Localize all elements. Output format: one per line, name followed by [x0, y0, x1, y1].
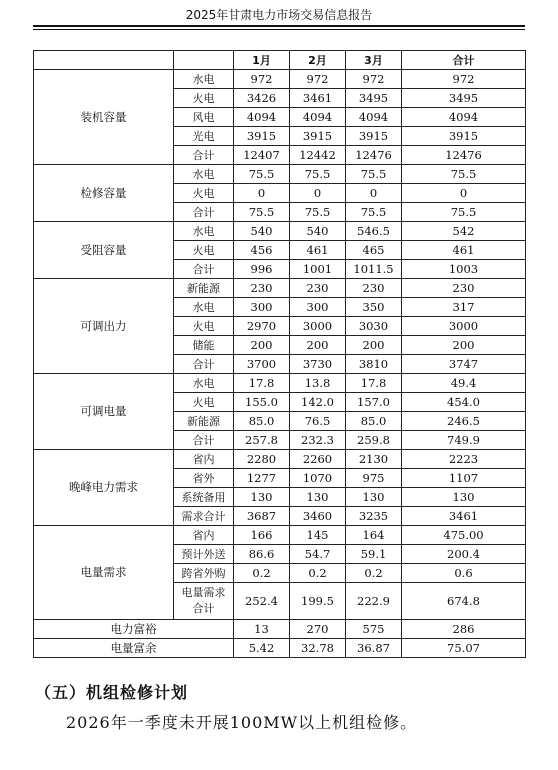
table-row — [34, 222, 526, 241]
table-cell-value: 75.5 — [290, 203, 346, 222]
row-sub-label: 水电 — [174, 374, 234, 393]
table-cell-value: 200 — [346, 336, 402, 355]
row-sub-label: 火电 — [174, 184, 234, 203]
table-cell-value: 5.42 — [234, 639, 290, 658]
table-cell-value: 454.0 — [402, 393, 526, 412]
table-cell-value: 2970 — [234, 317, 290, 336]
row-sub-label — [174, 583, 234, 620]
section-heading: （五）机组检修计划 — [35, 683, 189, 702]
table-cell-value: 475.00 — [402, 526, 526, 545]
table-cell-value: 1070 — [290, 469, 346, 488]
table-cell-value: 246.5 — [402, 412, 526, 431]
table-cell-value: 75.5 — [346, 203, 402, 222]
table-cell-value: 465 — [346, 241, 402, 260]
table-cell-value: 230 — [234, 279, 290, 298]
table-cell-value: 542 — [402, 222, 526, 241]
row-sub-label: 火电 — [174, 89, 234, 108]
table-cell-value: 75.5 — [234, 203, 290, 222]
table-cell-value: 164 — [346, 526, 402, 545]
table-cell-value: 972 — [290, 70, 346, 89]
table-cell-value: 1001 — [290, 260, 346, 279]
table-cell-value: 130 — [402, 488, 526, 507]
row-sub-label: 合计 — [174, 260, 234, 279]
table-row — [34, 526, 526, 545]
table-cell-value: 0 — [402, 184, 526, 203]
table-cell-value: 972 — [346, 70, 402, 89]
table-cell-value: 3747 — [402, 355, 526, 374]
table-cell-value: 222.9 — [346, 583, 402, 620]
table-cell-value: 1107 — [402, 469, 526, 488]
table-cell-value: 972 — [402, 70, 526, 89]
table-cell-value: 3000 — [402, 317, 526, 336]
row-sub-label: 合计 — [174, 431, 234, 450]
table-cell-value: 1277 — [234, 469, 290, 488]
table-cell-value: 461 — [290, 241, 346, 260]
table-cell-value: 85.0 — [234, 412, 290, 431]
table-cell-value: 300 — [234, 298, 290, 317]
table-cell-value: 0.2 — [346, 564, 402, 583]
row-category-label: 电量需求 — [34, 526, 174, 620]
table-header-row — [34, 51, 526, 70]
table-row — [34, 165, 526, 184]
row-sub-label: 合计 — [174, 146, 234, 165]
row-category-label: 可调电量 — [34, 374, 174, 450]
table-cell-value: 540 — [234, 222, 290, 241]
page-header — [0, 0, 558, 34]
table-cell-value: 975 — [346, 469, 402, 488]
table-cell-value: 3915 — [346, 127, 402, 146]
row-sub-label: 水电 — [174, 165, 234, 184]
table-cell-value: 3000 — [290, 317, 346, 336]
table-cell-value: 17.8 — [234, 374, 290, 393]
table-cell-value: 142.0 — [290, 393, 346, 412]
table-cell-value: 2280 — [234, 450, 290, 469]
table-cell-value: 75.5 — [234, 165, 290, 184]
table-cell-value: 4094 — [234, 108, 290, 127]
row-sub-label: 风电 — [174, 108, 234, 127]
table-cell-value: 13 — [234, 620, 290, 639]
table-cell-value: 3495 — [402, 89, 526, 108]
table-cell-value: 317 — [402, 298, 526, 317]
table-cell-value: 12442 — [290, 146, 346, 165]
table-cell-value: 232.3 — [290, 431, 346, 450]
row-sub-label: 系统备用 — [174, 488, 234, 507]
row-sub-label: 光电 — [174, 127, 234, 146]
table-cell-value: 36.87 — [346, 639, 402, 658]
row-sub-label: 水电 — [174, 298, 234, 317]
table-cell-value: 540 — [290, 222, 346, 241]
table-cell-value: 286 — [402, 620, 526, 639]
table-cell-value: 76.5 — [290, 412, 346, 431]
row-sub-label: 合计 — [174, 355, 234, 374]
table-cell-value: 230 — [346, 279, 402, 298]
summary-row-label: 电力富裕 — [34, 620, 234, 639]
table-cell-value: 75.5 — [402, 165, 526, 184]
row-sub-label: 跨省外购 — [174, 564, 234, 583]
table-cell-value: 12407 — [234, 146, 290, 165]
table-cell-value: 200 — [234, 336, 290, 355]
table-cell-value: 0 — [234, 184, 290, 203]
table-cell-value: 972 — [234, 70, 290, 89]
table-cell-value: 75.5 — [402, 203, 526, 222]
row-sub-label: 火电 — [174, 393, 234, 412]
row-sub-label: 新能源 — [174, 279, 234, 298]
table-cell-value: 130 — [290, 488, 346, 507]
table-cell-value: 3495 — [346, 89, 402, 108]
table-cell-value: 130 — [346, 488, 402, 507]
table-cell-value: 257.8 — [234, 431, 290, 450]
table-cell-value: 456 — [234, 241, 290, 260]
summary-row-label: 电量富余 — [34, 639, 234, 658]
table-cell-value: 546.5 — [346, 222, 402, 241]
table-cell-value: 49.4 — [402, 374, 526, 393]
row-category-label: 可调出力 — [34, 279, 174, 374]
table-cell-value: 200 — [290, 336, 346, 355]
table-cell-value: 3461 — [402, 507, 526, 526]
table-cell-value: 85.0 — [346, 412, 402, 431]
table-row — [34, 374, 526, 393]
table-cell-value: 1003 — [402, 260, 526, 279]
table-cell-value: 155.0 — [234, 393, 290, 412]
table-cell-value: 0.2 — [234, 564, 290, 583]
row-sub-label: 省内 — [174, 450, 234, 469]
table-body — [34, 70, 526, 658]
col-header-jan: 1月 — [234, 51, 290, 70]
table-cell-value: 75.07 — [402, 639, 526, 658]
table-cell-value: 157.0 — [346, 393, 402, 412]
table-cell-value: 3730 — [290, 355, 346, 374]
table-cell-value: 200.4 — [402, 545, 526, 564]
table-cell-value: 4094 — [290, 108, 346, 127]
row-sub-label: 预计外送 — [174, 545, 234, 564]
table-cell-value: 12476 — [346, 146, 402, 165]
row-sub-label-line: 电量需求 — [181, 586, 226, 599]
row-sub-label: 新能源 — [174, 412, 234, 431]
table-cell-value: 230 — [402, 279, 526, 298]
col-header-mar: 3月 — [346, 51, 402, 70]
table-cell-value: 749.9 — [402, 431, 526, 450]
table-cell-value: 300 — [290, 298, 346, 317]
row-sub-label: 火电 — [174, 317, 234, 336]
summary-row — [34, 639, 526, 658]
table-cell-value: 0.6 — [402, 564, 526, 583]
col-header-total: 合计 — [402, 51, 526, 70]
table-cell-value: 259.8 — [346, 431, 402, 450]
table-cell-value: 3030 — [346, 317, 402, 336]
table-cell-value: 3235 — [346, 507, 402, 526]
row-sub-label: 合计 — [174, 203, 234, 222]
table-cell-value: 3915 — [234, 127, 290, 146]
table-cell-value: 674.8 — [402, 583, 526, 620]
report-title: 2025年甘肃电力市场交易信息报告 — [185, 8, 373, 22]
table-cell-value: 350 — [346, 298, 402, 317]
table-row — [34, 450, 526, 469]
table-cell-value: 75.5 — [290, 165, 346, 184]
section-body-text: 2026年一季度未开展100MW以上机组检修。 — [66, 713, 418, 732]
table-cell-value: 2223 — [402, 450, 526, 469]
row-category-label: 检修容量 — [34, 165, 174, 222]
col-header-feb: 2月 — [290, 51, 346, 70]
table-cell-value: 3426 — [234, 89, 290, 108]
table-cell-value: 4094 — [402, 108, 526, 127]
table-cell-value: 270 — [290, 620, 346, 639]
table-cell-value: 230 — [290, 279, 346, 298]
table-cell-value: 86.6 — [234, 545, 290, 564]
table-cell-value: 0 — [346, 184, 402, 203]
table-cell-value: 3810 — [346, 355, 402, 374]
row-sub-label: 省内 — [174, 526, 234, 545]
row-category-label: 受阻容量 — [34, 222, 174, 279]
table-cell-value: 2130 — [346, 450, 402, 469]
table-cell-value: 0.2 — [290, 564, 346, 583]
table-cell-value: 996 — [234, 260, 290, 279]
row-sub-label: 省外 — [174, 469, 234, 488]
row-sub-label: 储能 — [174, 336, 234, 355]
summary-row — [34, 620, 526, 639]
table-cell-value: 3915 — [290, 127, 346, 146]
power-market-table — [33, 50, 526, 658]
row-sub-label-line: 合计 — [192, 602, 215, 615]
row-category-label: 晚峰电力需求 — [34, 450, 174, 526]
table-cell-value: 145 — [290, 526, 346, 545]
table-cell-value: 54.7 — [290, 545, 346, 564]
table-cell-value: 3460 — [290, 507, 346, 526]
table-cell-value: 130 — [234, 488, 290, 507]
col-header-type — [174, 51, 234, 70]
row-category-label: 装机容量 — [34, 70, 174, 165]
table-cell-value: 3461 — [290, 89, 346, 108]
table-cell-value: 166 — [234, 526, 290, 545]
table-cell-value: 252.4 — [234, 583, 290, 620]
row-sub-label: 火电 — [174, 241, 234, 260]
table-cell-value: 75.5 — [346, 165, 402, 184]
table-cell-value: 575 — [346, 620, 402, 639]
table-cell-value: 199.5 — [290, 583, 346, 620]
table-cell-value: 0 — [290, 184, 346, 203]
table-cell-value: 3915 — [402, 127, 526, 146]
row-sub-label: 需求合计 — [174, 507, 234, 526]
header-rule — [33, 25, 525, 27]
row-sub-label: 水电 — [174, 222, 234, 241]
table-cell-value: 200 — [402, 336, 526, 355]
table-cell-value: 32.78 — [290, 639, 346, 658]
col-header-category — [34, 51, 174, 70]
table-cell-value: 461 — [402, 241, 526, 260]
table-row — [34, 70, 526, 89]
row-sub-label: 水电 — [174, 70, 234, 89]
table-cell-value: 17.8 — [346, 374, 402, 393]
header-rule-thin — [33, 29, 525, 30]
table-cell-value: 2260 — [290, 450, 346, 469]
table-cell-value: 1011.5 — [346, 260, 402, 279]
table-row — [34, 279, 526, 298]
table-cell-value: 59.1 — [346, 545, 402, 564]
table-cell-value: 13.8 — [290, 374, 346, 393]
table-cell-value: 3687 — [234, 507, 290, 526]
table-cell-value: 12476 — [402, 146, 526, 165]
table-cell-value: 3700 — [234, 355, 290, 374]
table-cell-value: 4094 — [346, 108, 402, 127]
